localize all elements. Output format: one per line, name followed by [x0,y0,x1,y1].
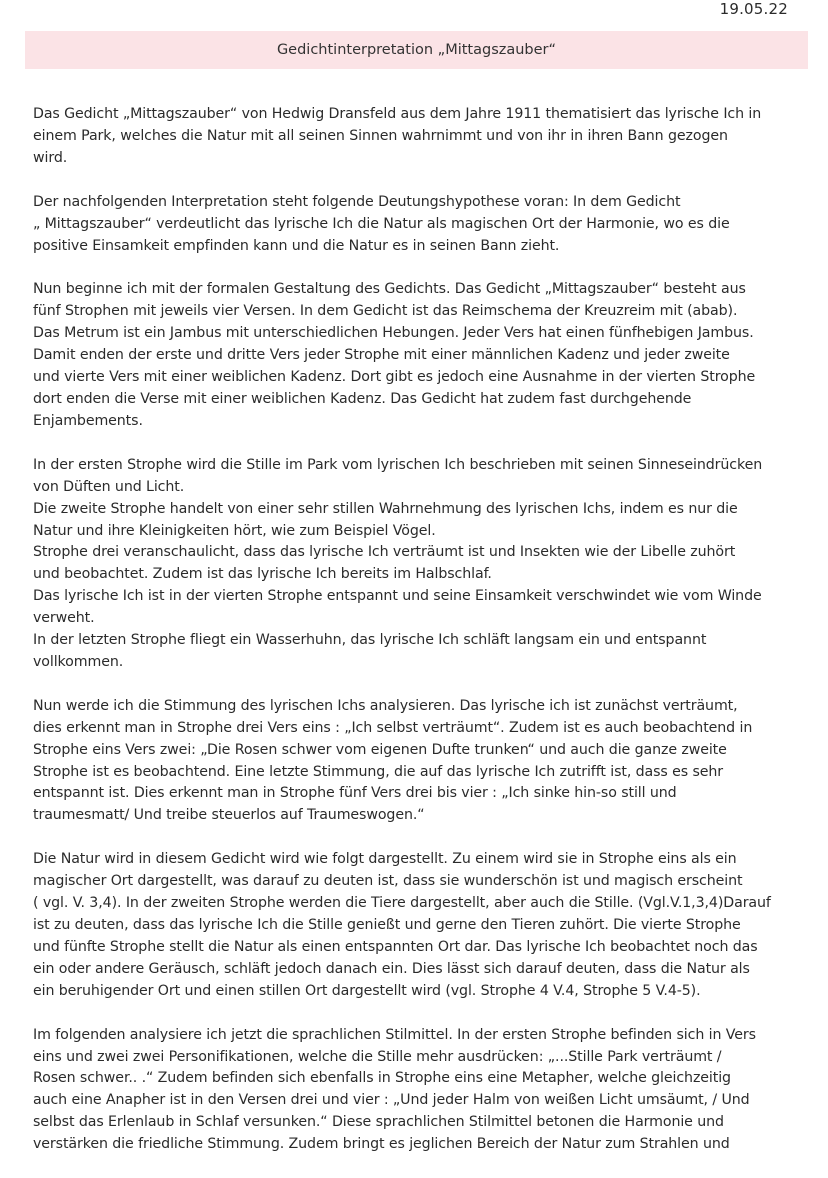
text-line: Der nachfolgenden Interpretation steht folgende Deutungshypothese voran: In dem Gedicht [33,193,681,210]
text-line: In der ersten Strophe wird die Stille im Park vom lyrischen Ich beschrieben mit seinen Sinneseindrücken [33,456,763,473]
text-line: traumesmatt/ Und treibe steuerlos auf Traumeswogen.“ [33,807,425,824]
text-line: einem Park, welches die Natur mit all seinen Sinnen wahrnimmt und von ihr in ihren Bann gezogen [33,127,728,144]
text-line: Das lyrische Ich ist in der vierten Strophe entspannt und seine Einsamkeit verschwindet wie vom Winde [33,588,762,605]
text-line: In der letzten Strophe fliegt ein Wasserhuhn, das lyrische Ich schläft langsam ein und entspannt [33,632,707,649]
paragraph [33,455,801,674]
document-title: Gedichtinterpretation „Mittagszauber“ [276,42,557,58]
text-line: Strophe eins Vers zwei: „Die Rosen schwer vom eigenen Dufte trunken“ und auch die ganze zweite [33,741,727,758]
document-date: 19.05.22 [719,0,788,18]
text-line: ein beruhigender Ort und einen stillen Ort dargestellt wird (vgl. Strophe 4 V.4, Strophe 5 V.4-5). [33,982,701,999]
paragraph [33,279,801,432]
text-line: ist zu deuten, dass das lyrische Ich die Stille genießt und gerne den Tieren zuhört. Die vierte Strophe [33,917,741,933]
text-line: selbst das Erlenlaub in Schlaf versunken.“ Diese sprachlichen Stilmittel betonen die Harmonie und [33,1114,724,1131]
text-line: Nun beginne ich mit der formalen Gestaltung des Gedichts. Das Gedicht „Mittagszauber“ besteht aus [33,281,746,298]
text-line: Das Metrum ist ein Jambus mit unterschiedlichen Hebungen. Jeder Vers hat einen fünfhebigen Jambus. [33,325,754,342]
text-line: Nun werde ich die Stimmung des lyrischen Ichs analysieren. Das lyrische ich ist zunächst verträumt, [33,697,738,714]
text-line: „ Mittagszauber“ verdeutlicht das lyrische Ich die Natur als magischen Ort der Harmonie, wo es die [33,215,730,232]
text-line: verweht. [33,610,95,627]
text-line: magischer Ort dargestellt, was darauf zu deuten ist, dass sie wunderschön ist und magisch erscheint [33,873,743,890]
document-body [33,104,801,1178]
text-line: von Düften und Licht. [33,478,185,495]
text-line: und beobachtet. Zudem ist das lyrische Ich bereits im Halbschlaf. [33,566,492,583]
text-line: und vierte Vers mit einer weiblichen Kadenz. Dort gibt es jedoch eine Ausnahme in der vierten Strophe [33,369,756,386]
text-line: dies erkennt man in Strophe drei Vers eins : „Ich selbst verträumt“. Zudem ist es auch beobachtend in [33,719,753,736]
text-line: Damit enden der erste und dritte Vers jeder Strophe mit einer männlichen Kadenz und jeder zweite [33,347,730,364]
paragraph [33,849,801,1002]
text-line: vollkommen. [33,653,124,670]
text-line: Natur und ihre Kleinigkeiten hört, wie zum Beispiel Vögel. [33,522,436,539]
text-line: verstärken die friedliche Stimmung. Zudem bringt es jeglichen Bereich der Natur zum Strahlen und [33,1136,730,1153]
text-line: Im folgenden analysiere ich jetzt die sprachlichen Stilmittel. In der ersten Strophe befinden sich in Vers [33,1026,756,1043]
text-line: eins und zwei zwei Personifikationen, welche die Stille mehr ausdrücken: „...Stille Park verträumt / [33,1048,722,1065]
paragraph [33,104,801,170]
text-line: Rosen schwer.. .“ Zudem befinden sich ebenfalls in Strophe eins eine Metapher, welche gleichzeitig [33,1070,731,1087]
text-line: und fünfte Strophe stellt die Natur als einen entspannten Ort dar. Das lyrische Ich beobachtet noch das [33,938,758,955]
text-line: entspannt ist. Dies erkennt man in Strophe fünf Vers drei bis vier : „Ich sinke hin-so still und [33,785,677,802]
text-line: Das Gedicht „Mittagszauber“ von Hedwig Dransfeld aus dem Jahre 1911 thematisiert das lyrische Ich in [33,106,762,122]
text-line: positive Einsamkeit empfinden kann und die Natur es in seinen Bann zieht. [33,237,560,254]
text-line: fünf Strophen mit jeweils vier Versen. In dem Gedicht ist das Reimschema der Kreuzreim mit (abab). [33,303,738,320]
text-line: auch eine Anapher ist in den Versen drei und vier : „Und jeder Halm von weißen Licht umsäumt, / Und [33,1092,750,1109]
text-line: ein oder andere Geräusch, schläft jedoch danach ein. Dies lässt sich darauf deuten, dass die Natur als [33,960,750,977]
text-line: dort enden die Verse mit einer weiblichen Kadenz. Das Gedicht hat zudem fast durchgehende [33,390,692,407]
text-line: Die Natur wird in diesem Gedicht wird wie folgt dargestellt. Zu einem wird sie in Strophe eins als ein [33,851,737,868]
text-line: Strophe drei veranschaulicht, dass das lyrische Ich verträumt ist und Insekten wie der Libelle zuhört [33,544,736,561]
text-line: Die zweite Strophe handelt von einer sehr stillen Wahrnehmung des lyrischen Ichs, indem es nur die [33,500,738,517]
title-banner [25,31,808,69]
text-line: Enjambements. [33,412,143,429]
paragraph [33,1025,801,1156]
text-line: wird. [33,149,68,166]
text-line: Strophe ist es beobachtend. Eine letzte Stimmung, die auf das lyrische Ich zutrifft ist, dass es sehr [33,763,724,780]
paragraph [33,192,801,258]
paragraph [33,696,801,827]
text-line: ( vgl. V. 3,4). In der zweiten Strophe werden die Tiere dargestellt, aber auch die Stille. (Vgl.V.1,3,4)Darauf [33,895,771,912]
